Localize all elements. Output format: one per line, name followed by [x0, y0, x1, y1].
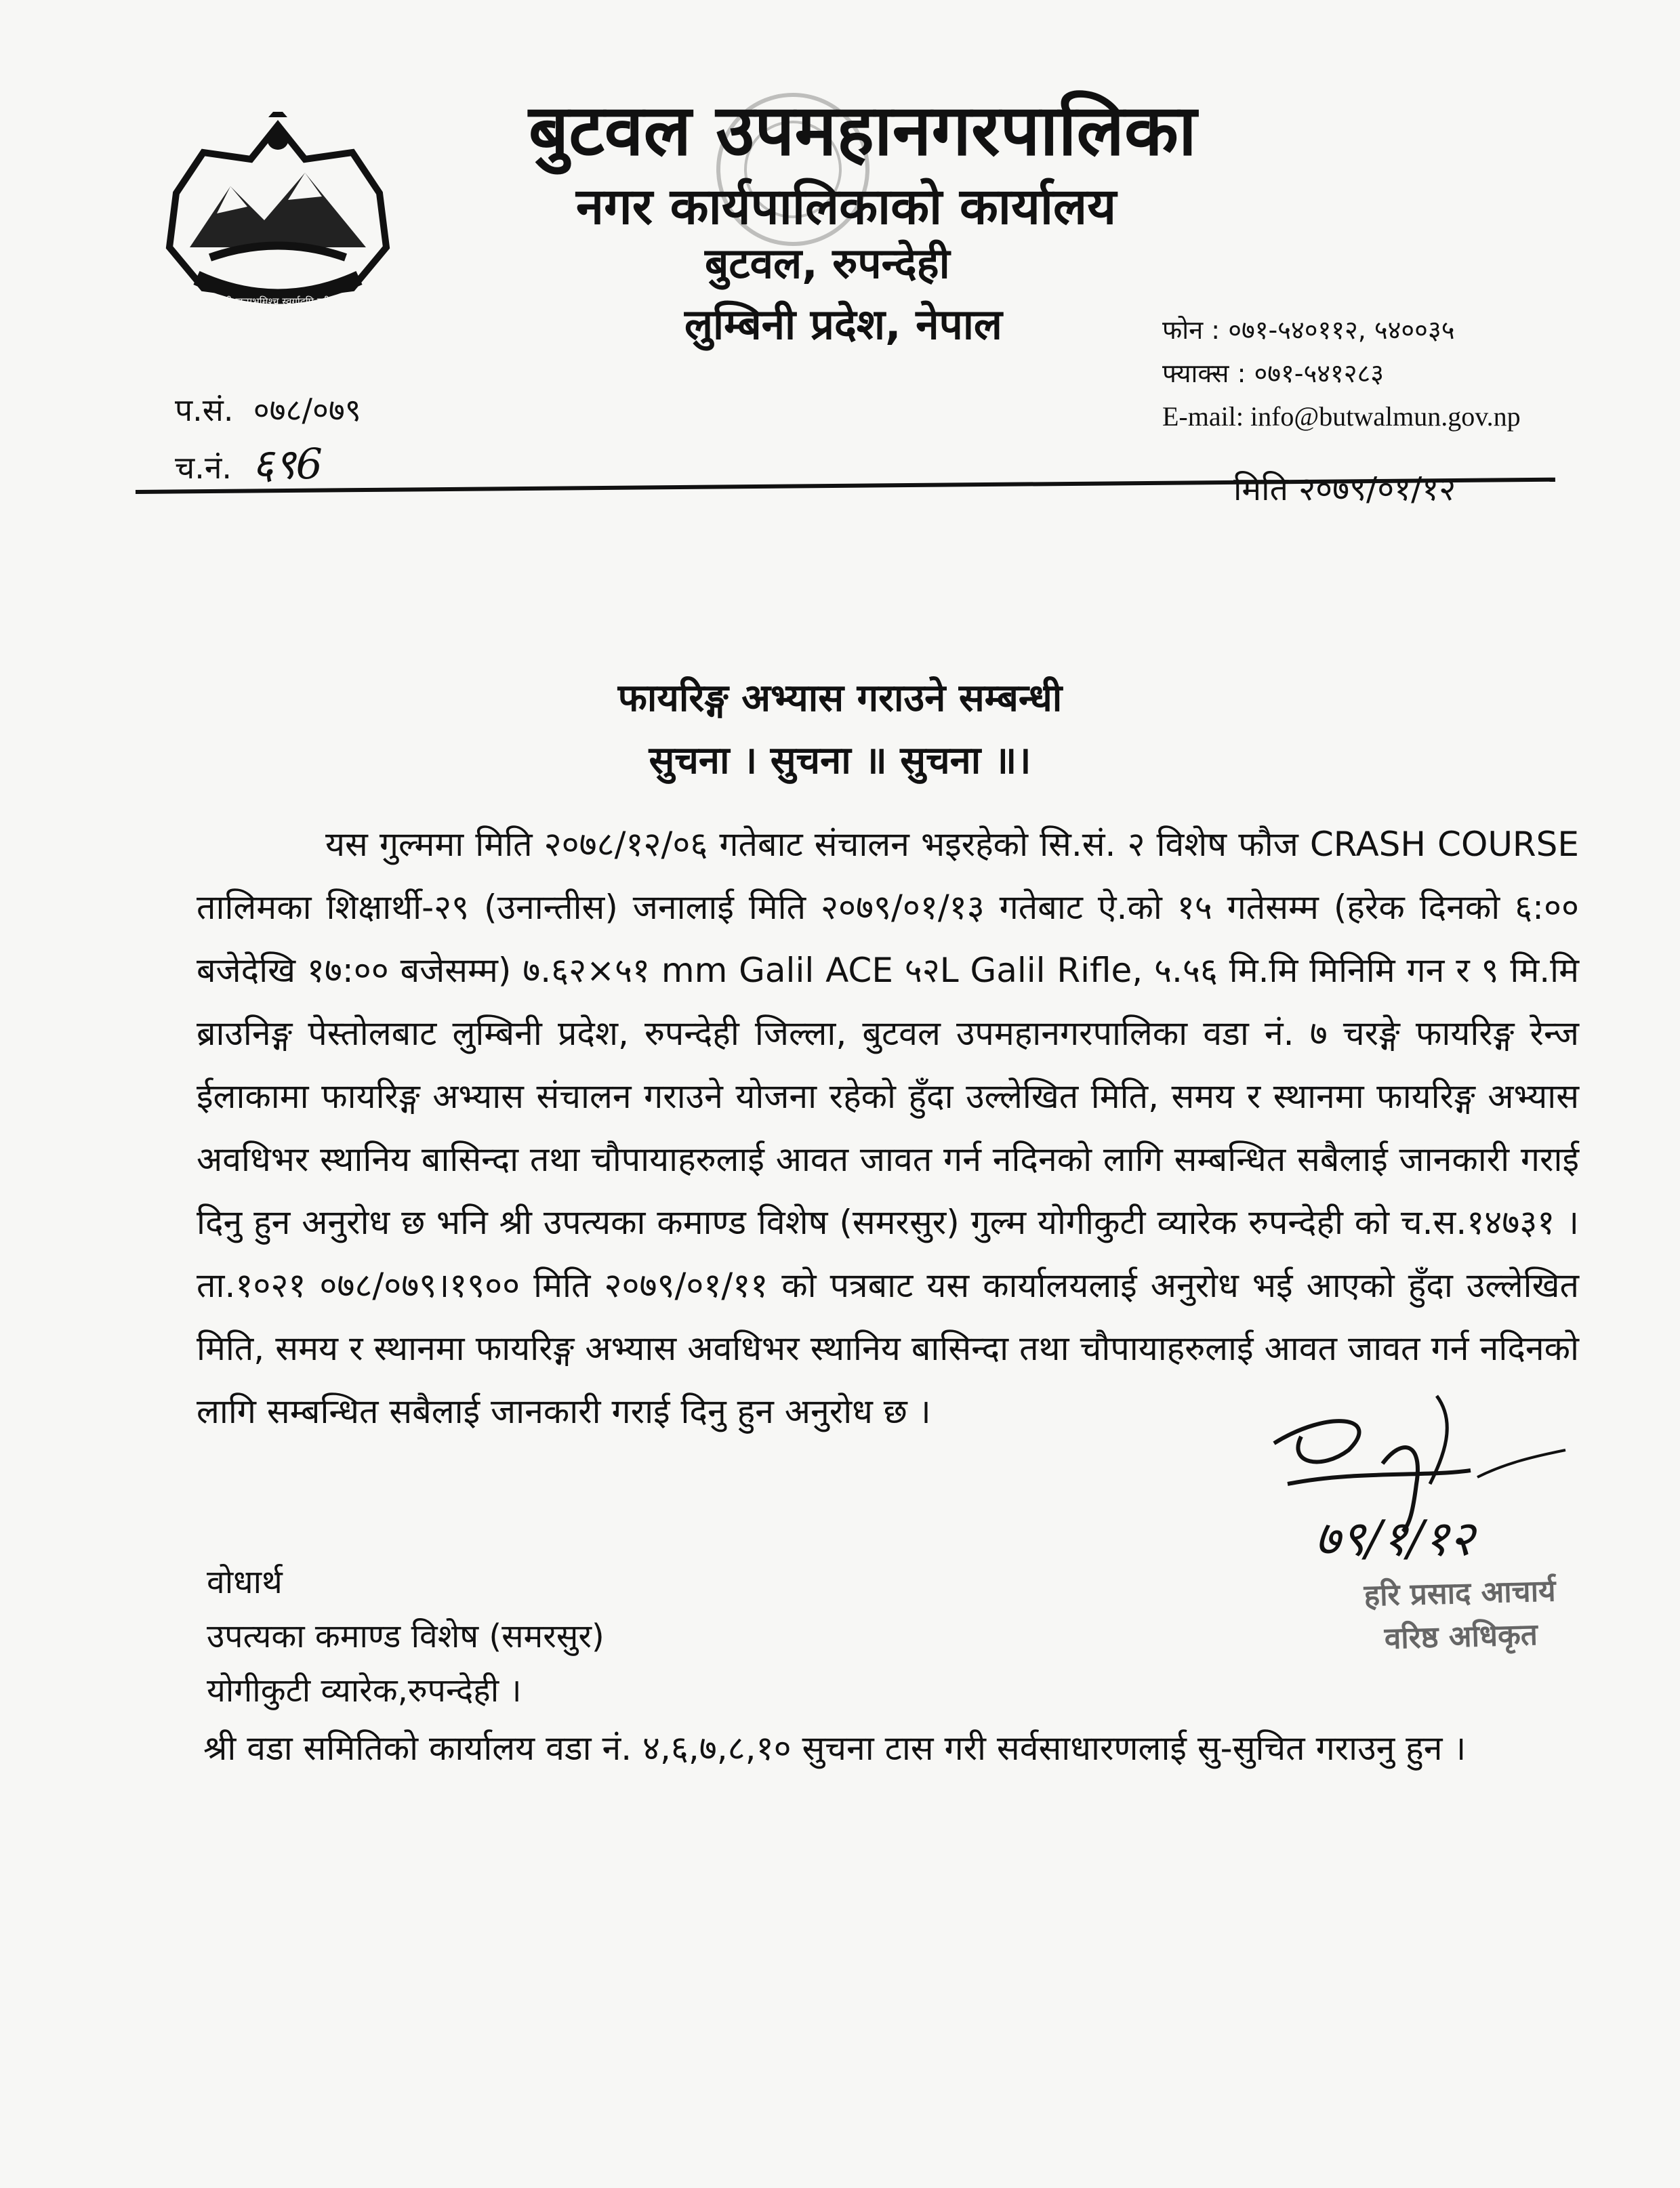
cc-block — [207, 1555, 1020, 1718]
nepal-emblem-icon — [149, 112, 407, 329]
cc-line-2: योगीकुटी व्यारेक,रुपन्देही । — [207, 1672, 522, 1710]
ps-value: ०७८/०७९ — [253, 392, 361, 428]
cn-value: ६९6 — [251, 439, 323, 489]
body-paragraph: यस गुल्ममा मिति २०७८/१२/०६ गतेबाट संचालन भइरहेको सि.सं. २ विशेष फौज CRASH COURSE तालिमका शिक्षार्थी-२९ (उनान्तीस) जनालाई मिति २०७९/०१/१३ गतेबाट ऐ.को १५ गतेसम्म (हरेक दिनको ६:०० बजेदेखि १७:०० बजेसम्म) ७.६२×५१ mm Galil ACE ५२L Galil Rifle, ५.५६ मि.मि मिनिमि गन र ९ मि.मि ब्राउनिङ्ग पेस्तोलबाट लुम्बिनी प्रदेश, रुपन्देही जिल्ला, बुटवल उपमहानगरपालिका वडा नं. ७ चरङ्गे फायरिङ्ग रेन्ज ईलाकामा फायरिङ्ग अभ्यास संचालन गराउने योजना रहेको हुँदा उल्लेखित मिति, समय र स्थानमा फायरिङ्ग अभ्यास अवधिभर स्थानिय बासिन्दा तथा चौपायाहरुलाई आवत जावत गर्न नदिनको लागि सम्बन्धित सबैलाई जानकारी गराई दिनु हुन अनुरोध छ भनि श्री उपत्यका कमाण्ड विशेष (समरसुर) गुल्म योगीकुटी व्यारेक रुपन्देही को च.स.१४७३१ । ता.१०२१ ०७८/०७९।१९०० मिति २०७९/०१/११ को पत्रबाट यस कार्यालयलाई अनुरोध भई आएको हुँदा उल्लेखित मिति, समय र स्थानमा फायरिङ्ग अभ्यास अवधिभर स्थानिय बासिन्दा तथा चौपायाहरुलाई आवत जावत गर्न नदिनको लागि सम्बन्धित सबैलाई जानकारी गराई दिनु हुन अनुरोध छ । — [197, 825, 1579, 1431]
subject-line-1: फायरिङ्ग अभ्यास गराउने सम्बन्धी — [617, 676, 1063, 720]
email-address: E-mail: info@butwalmun.gov.np — [1162, 401, 1521, 432]
ward-notice: श्री वडा समितिको कार्यालय वडा नं. ४,६,७,८,१० सुचना टास गरी सर्वसाधारणलाई सु-सुचित गराउनु हुन । — [203, 1729, 1467, 1768]
fax-number: फ्याक्स : ०७१-५४१२८३ — [1162, 358, 1385, 388]
emblem-motto: जननी जन्मभूमिश्च स्वर्गादपि गरीयसी — [210, 295, 346, 308]
cn-label: च.नं. — [175, 449, 232, 486]
contact-block — [1162, 308, 1637, 438]
reference-block — [175, 383, 581, 495]
city-name: बुटवल, रुपन्देही — [705, 239, 950, 288]
handwritten-date-icon — [1308, 1501, 1593, 1575]
office-name: नगर कार्यपालिकाको कार्यालय — [576, 178, 1117, 236]
subject-block — [0, 667, 1680, 792]
signatory-name: हरि प्रसाद आचार्य — [1364, 1573, 1557, 1613]
handwritten-date: ७९/१/१२ — [1315, 1510, 1475, 1567]
letter-date: मिति २०७९/०१/१२ — [1233, 470, 1456, 508]
cc-line-1: उपत्यका कमाण्ड विशेष (समरसुर) — [207, 1617, 605, 1655]
signatory-stamp — [1317, 1569, 1603, 1663]
ps-label: प.सं. — [175, 392, 234, 428]
cc-label: वोधार्थ — [207, 1563, 283, 1601]
org-name: बुटवल उपमहानगरपालिका — [529, 89, 1197, 171]
phone-number: फोन : ०७१-५४०११२, ५४००३५ — [1162, 315, 1455, 345]
subject-line-2: सुचना । सुचना ॥ सुचना ॥। — [649, 739, 1031, 783]
signatory-title: वरिष्ठ अधिकृत — [1384, 1617, 1538, 1656]
province-name: लुम्बिनी प्रदेश, नेपाल — [684, 300, 1002, 349]
